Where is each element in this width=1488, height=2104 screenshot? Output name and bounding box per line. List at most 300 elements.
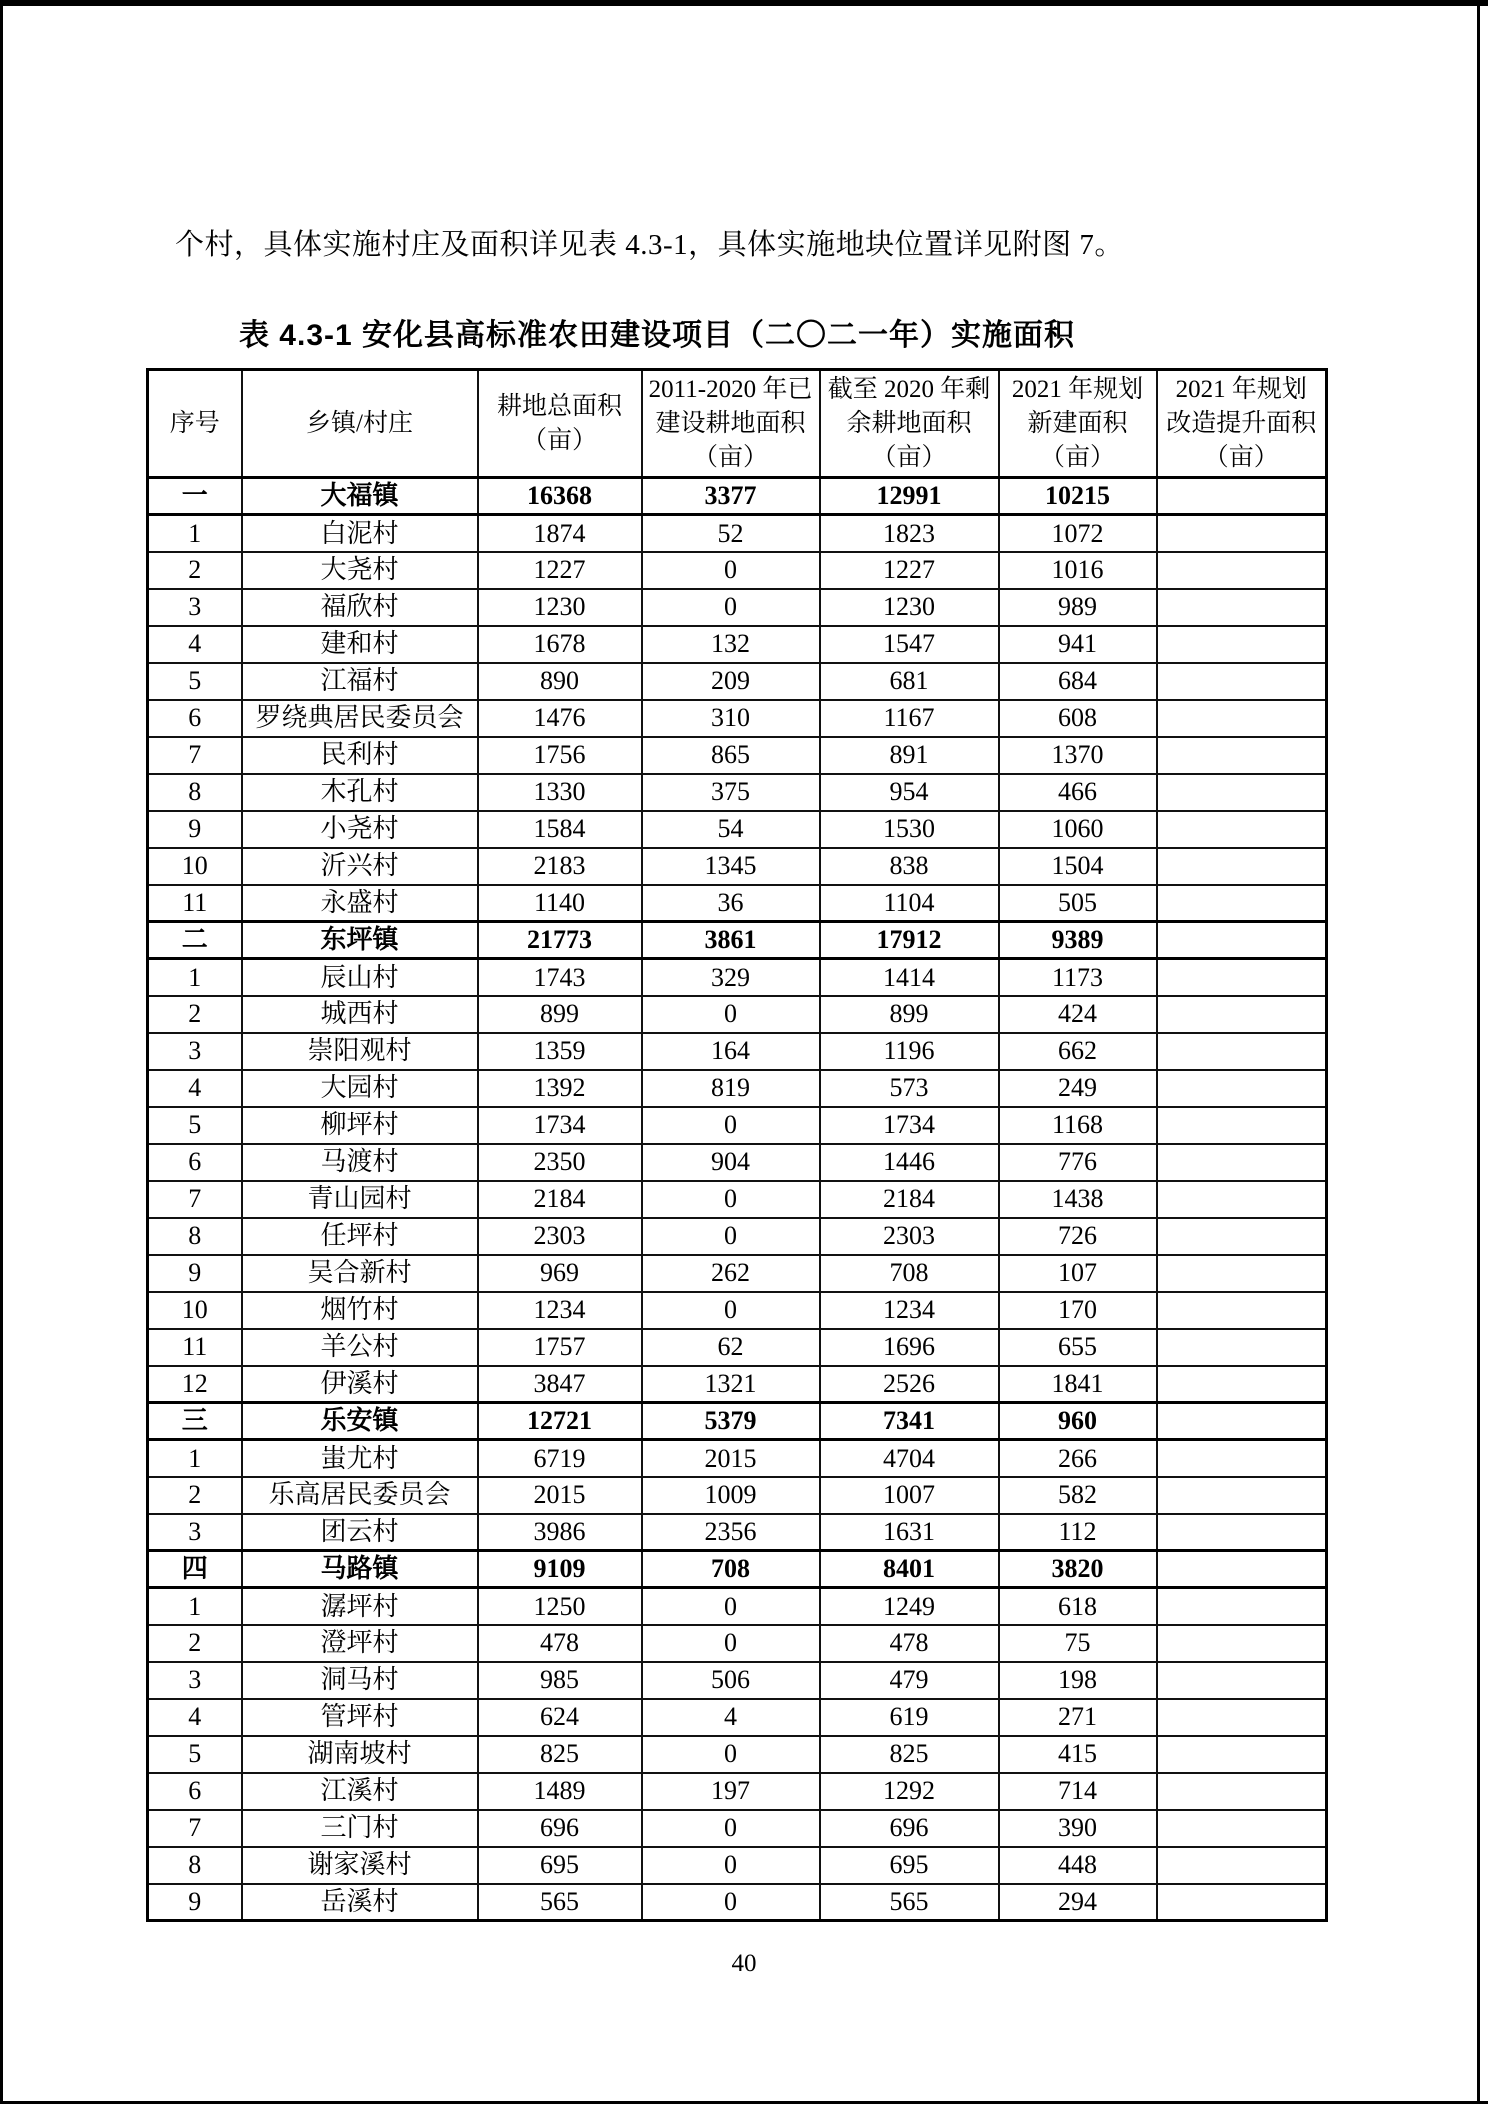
table-cell: 415 bbox=[999, 1736, 1157, 1773]
table-cell: 1438 bbox=[999, 1181, 1157, 1218]
table-row bbox=[148, 811, 1327, 848]
table-cell: 3820 bbox=[999, 1551, 1157, 1588]
table-cell bbox=[1157, 1810, 1327, 1847]
table-cell: 岳溪村 bbox=[242, 1884, 478, 1921]
table-cell: 柳坪村 bbox=[242, 1107, 478, 1144]
table-cell: 655 bbox=[999, 1329, 1157, 1366]
table-cell: 6 bbox=[148, 1144, 242, 1181]
table-cell: 1250 bbox=[478, 1588, 642, 1625]
table-cell: 江溪村 bbox=[242, 1773, 478, 1810]
table-row bbox=[148, 700, 1327, 737]
table-cell: 3 bbox=[148, 1033, 242, 1070]
table-cell: 375 bbox=[642, 774, 820, 811]
table-cell: 白泥村 bbox=[242, 515, 478, 552]
table-cell: 825 bbox=[478, 1736, 642, 1773]
table-cell: 1757 bbox=[478, 1329, 642, 1366]
table-body bbox=[148, 478, 1327, 1921]
table-cell bbox=[1157, 700, 1327, 737]
table-cell: 294 bbox=[999, 1884, 1157, 1921]
table-cell bbox=[1157, 922, 1327, 959]
table-cell: 54 bbox=[642, 811, 820, 848]
table-cell: 1547 bbox=[820, 626, 999, 663]
table-cell bbox=[1157, 1588, 1327, 1625]
table-cell: 424 bbox=[999, 996, 1157, 1033]
table-cell: 2184 bbox=[820, 1181, 999, 1218]
table-row bbox=[148, 1625, 1327, 1662]
table-cell: 1 bbox=[148, 1440, 242, 1477]
table-cell: 1489 bbox=[478, 1773, 642, 1810]
table-cell: 1227 bbox=[820, 552, 999, 589]
table-row bbox=[148, 1736, 1327, 1773]
table-cell: 209 bbox=[642, 663, 820, 700]
table-cell: 1 bbox=[148, 515, 242, 552]
table-cell: 6 bbox=[148, 1773, 242, 1810]
table-row bbox=[148, 1144, 1327, 1181]
table-cell: 4 bbox=[148, 1070, 242, 1107]
table-cell: 马路镇 bbox=[242, 1551, 478, 1588]
table-row bbox=[148, 885, 1327, 922]
table-cell: 941 bbox=[999, 626, 1157, 663]
table-cell: 7 bbox=[148, 1810, 242, 1847]
table-cell: 1234 bbox=[478, 1292, 642, 1329]
table-cell: 1060 bbox=[999, 811, 1157, 848]
table-cell: 12991 bbox=[820, 478, 999, 515]
table-row bbox=[148, 663, 1327, 700]
table-cell bbox=[1157, 1847, 1327, 1884]
table-cell: 3847 bbox=[478, 1366, 642, 1403]
table-cell: 1168 bbox=[999, 1107, 1157, 1144]
table-cell: 乐安镇 bbox=[242, 1403, 478, 1440]
table-cell: 9 bbox=[148, 811, 242, 848]
table-cell: 4 bbox=[148, 1699, 242, 1736]
table-cell: 390 bbox=[999, 1810, 1157, 1847]
table-cell: 1476 bbox=[478, 700, 642, 737]
table-cell: 1167 bbox=[820, 700, 999, 737]
table-cell: 1321 bbox=[642, 1366, 820, 1403]
table-cell: 四 bbox=[148, 1551, 242, 1588]
table-cell: 大尧村 bbox=[242, 552, 478, 589]
table-cell: 62 bbox=[642, 1329, 820, 1366]
table-row bbox=[148, 1292, 1327, 1329]
table-cell: 团云村 bbox=[242, 1514, 478, 1551]
table-cell: 3861 bbox=[642, 922, 820, 959]
table-cell: 2 bbox=[148, 552, 242, 589]
table-cell bbox=[1157, 1440, 1327, 1477]
table-cell bbox=[1157, 663, 1327, 700]
table-cell: 696 bbox=[820, 1810, 999, 1847]
table-cell: 潺坪村 bbox=[242, 1588, 478, 1625]
table-cell: 管坪村 bbox=[242, 1699, 478, 1736]
table-cell bbox=[1157, 1144, 1327, 1181]
table-cell: 澄坪村 bbox=[242, 1625, 478, 1662]
table-cell bbox=[1157, 1070, 1327, 1107]
table-cell: 466 bbox=[999, 774, 1157, 811]
table-cell: 1234 bbox=[820, 1292, 999, 1329]
table-cell: 5 bbox=[148, 1736, 242, 1773]
table-cell: 福欣村 bbox=[242, 589, 478, 626]
table-cell: 708 bbox=[642, 1551, 820, 1588]
table-row bbox=[148, 626, 1327, 663]
table-cell: 681 bbox=[820, 663, 999, 700]
table-cell: 6 bbox=[148, 700, 242, 737]
table-cell: 蚩尤村 bbox=[242, 1440, 478, 1477]
table-cell: 573 bbox=[820, 1070, 999, 1107]
table-cell: 0 bbox=[642, 552, 820, 589]
table-cell: 11 bbox=[148, 1329, 242, 1366]
table-cell: 899 bbox=[820, 996, 999, 1033]
table-header bbox=[148, 370, 1327, 478]
table-cell: 582 bbox=[999, 1477, 1157, 1514]
table-cell: 310 bbox=[642, 700, 820, 737]
table-cell: 0 bbox=[642, 1847, 820, 1884]
table-cell: 1140 bbox=[478, 885, 642, 922]
table-cell: 2303 bbox=[820, 1218, 999, 1255]
table-cell: 565 bbox=[478, 1884, 642, 1921]
table-cell: 684 bbox=[999, 663, 1157, 700]
table-cell: 1734 bbox=[478, 1107, 642, 1144]
table-cell: 9389 bbox=[999, 922, 1157, 959]
table-row bbox=[148, 1847, 1327, 1884]
table-cell: 969 bbox=[478, 1255, 642, 1292]
table-cell: 7 bbox=[148, 737, 242, 774]
table-cell: 罗绕典居民委员会 bbox=[242, 700, 478, 737]
table-cell: 1 bbox=[148, 959, 242, 996]
table-cell bbox=[1157, 737, 1327, 774]
table-cell: 木孔村 bbox=[242, 774, 478, 811]
table-cell bbox=[1157, 478, 1327, 515]
table-cell: 0 bbox=[642, 1292, 820, 1329]
table-cell: 0 bbox=[642, 1218, 820, 1255]
table-cell bbox=[1157, 1884, 1327, 1921]
table-cell: 478 bbox=[478, 1625, 642, 1662]
table-cell: 266 bbox=[999, 1440, 1157, 1477]
table-cell: 506 bbox=[642, 1662, 820, 1699]
table-row bbox=[148, 996, 1327, 1033]
table-row bbox=[148, 1255, 1327, 1292]
column-header: 序号 bbox=[148, 370, 242, 478]
table-cell: 52 bbox=[642, 515, 820, 552]
table-cell: 1392 bbox=[478, 1070, 642, 1107]
table-cell: 大园村 bbox=[242, 1070, 478, 1107]
table-cell: 二 bbox=[148, 922, 242, 959]
table-cell: 112 bbox=[999, 1514, 1157, 1551]
table-cell: 249 bbox=[999, 1070, 1157, 1107]
table-cell: 7341 bbox=[820, 1403, 999, 1440]
section-row bbox=[148, 478, 1327, 515]
table-cell: 8401 bbox=[820, 1551, 999, 1588]
table-cell bbox=[1157, 885, 1327, 922]
table-cell: 819 bbox=[642, 1070, 820, 1107]
table-cell bbox=[1157, 1218, 1327, 1255]
table-row bbox=[148, 1181, 1327, 1218]
table-cell: 8 bbox=[148, 1847, 242, 1884]
table-cell: 865 bbox=[642, 737, 820, 774]
page-border-top bbox=[0, 0, 1488, 6]
table-cell: 12 bbox=[148, 1366, 242, 1403]
table-cell: 三门村 bbox=[242, 1810, 478, 1847]
table-cell: 662 bbox=[999, 1033, 1157, 1070]
table-cell: 永盛村 bbox=[242, 885, 478, 922]
table-cell: 1230 bbox=[478, 589, 642, 626]
table-cell: 891 bbox=[820, 737, 999, 774]
table-cell: 695 bbox=[478, 1847, 642, 1884]
table-cell: 辰山村 bbox=[242, 959, 478, 996]
table-cell bbox=[1157, 1107, 1327, 1144]
table-cell: 329 bbox=[642, 959, 820, 996]
table-row bbox=[148, 959, 1327, 996]
table-cell: 1359 bbox=[478, 1033, 642, 1070]
table-cell: 478 bbox=[820, 1625, 999, 1662]
table-cell: 1249 bbox=[820, 1588, 999, 1625]
column-header: 2021 年规划新建面积（亩） bbox=[999, 370, 1157, 478]
table-cell: 1631 bbox=[820, 1514, 999, 1551]
table-cell: 1584 bbox=[478, 811, 642, 848]
table-cell: 2 bbox=[148, 996, 242, 1033]
table-row bbox=[148, 1440, 1327, 1477]
table-cell: 2350 bbox=[478, 1144, 642, 1181]
table-cell bbox=[1157, 1773, 1327, 1810]
table-row bbox=[148, 1477, 1327, 1514]
section-row bbox=[148, 1551, 1327, 1588]
table-cell: 36 bbox=[642, 885, 820, 922]
table-cell: 羊公村 bbox=[242, 1329, 478, 1366]
table-cell: 960 bbox=[999, 1403, 1157, 1440]
table-cell bbox=[1157, 959, 1327, 996]
table-cell: 2183 bbox=[478, 848, 642, 885]
table-cell: 12721 bbox=[478, 1403, 642, 1440]
table-row bbox=[148, 552, 1327, 589]
table-cell: 1009 bbox=[642, 1477, 820, 1514]
table-row bbox=[148, 848, 1327, 885]
table-cell bbox=[1157, 1181, 1327, 1218]
table-header-row bbox=[148, 370, 1327, 478]
table-cell: 8 bbox=[148, 1218, 242, 1255]
table-cell: 985 bbox=[478, 1662, 642, 1699]
table-cell: 989 bbox=[999, 589, 1157, 626]
table-cell: 1292 bbox=[820, 1773, 999, 1810]
table-cell bbox=[1157, 774, 1327, 811]
table-cell: 2303 bbox=[478, 1218, 642, 1255]
column-header: 乡镇/村庄 bbox=[242, 370, 478, 478]
table-cell: 608 bbox=[999, 700, 1157, 737]
table-cell: 904 bbox=[642, 1144, 820, 1181]
table-row bbox=[148, 1810, 1327, 1847]
table-row bbox=[148, 1218, 1327, 1255]
table-cell: 2356 bbox=[642, 1514, 820, 1551]
table-cell bbox=[1157, 1329, 1327, 1366]
table-cell bbox=[1157, 1551, 1327, 1588]
table-row bbox=[148, 1107, 1327, 1144]
table-cell bbox=[1157, 626, 1327, 663]
table-cell: 4704 bbox=[820, 1440, 999, 1477]
table-row bbox=[148, 737, 1327, 774]
table-cell: 一 bbox=[148, 478, 242, 515]
table-cell bbox=[1157, 1736, 1327, 1773]
table-cell: 1 bbox=[148, 1588, 242, 1625]
table-cell: 708 bbox=[820, 1255, 999, 1292]
table-cell: 3 bbox=[148, 1662, 242, 1699]
table-cell: 262 bbox=[642, 1255, 820, 1292]
table-cell: 1104 bbox=[820, 885, 999, 922]
table-cell: 3377 bbox=[642, 478, 820, 515]
table-cell: 4 bbox=[642, 1699, 820, 1736]
table-cell: 2184 bbox=[478, 1181, 642, 1218]
table-cell: 1743 bbox=[478, 959, 642, 996]
table-cell: 565 bbox=[820, 1884, 999, 1921]
table-cell: 1330 bbox=[478, 774, 642, 811]
table-cell: 899 bbox=[478, 996, 642, 1033]
table-cell bbox=[1157, 1292, 1327, 1329]
table-cell: 7 bbox=[148, 1181, 242, 1218]
table-title: 表 4.3-1 安化县高标准农田建设项目（二〇二一年）实施面积 bbox=[238, 319, 1076, 352]
table-cell: 1196 bbox=[820, 1033, 999, 1070]
table-cell: 三 bbox=[148, 1403, 242, 1440]
table-cell: 618 bbox=[999, 1588, 1157, 1625]
table-cell: 198 bbox=[999, 1662, 1157, 1699]
table-cell: 1678 bbox=[478, 626, 642, 663]
table-cell: 伊溪村 bbox=[242, 1366, 478, 1403]
table-cell: 8 bbox=[148, 774, 242, 811]
table-cell: 3986 bbox=[478, 1514, 642, 1551]
table-row bbox=[148, 1662, 1327, 1699]
table-cell: 乐高居民委员会 bbox=[242, 1477, 478, 1514]
table-cell: 1823 bbox=[820, 515, 999, 552]
table-cell bbox=[1157, 1699, 1327, 1736]
table-cell: 2015 bbox=[478, 1477, 642, 1514]
table-cell: 1016 bbox=[999, 552, 1157, 589]
page-border-right bbox=[1477, 0, 1480, 2104]
table-cell bbox=[1157, 1662, 1327, 1699]
table-cell: 726 bbox=[999, 1218, 1157, 1255]
table-cell bbox=[1157, 1366, 1327, 1403]
table-cell: 776 bbox=[999, 1144, 1157, 1181]
table-cell bbox=[1157, 1625, 1327, 1662]
table-cell: 1756 bbox=[478, 737, 642, 774]
table-cell: 吴合新村 bbox=[242, 1255, 478, 1292]
table-cell: 1504 bbox=[999, 848, 1157, 885]
table-cell: 132 bbox=[642, 626, 820, 663]
table-cell: 城西村 bbox=[242, 996, 478, 1033]
table-cell: 马渡村 bbox=[242, 1144, 478, 1181]
table-cell bbox=[1157, 1255, 1327, 1292]
table-cell: 954 bbox=[820, 774, 999, 811]
table-cell: 5 bbox=[148, 1107, 242, 1144]
table-cell: 烟竹村 bbox=[242, 1292, 478, 1329]
column-header: 耕地总面积（亩） bbox=[478, 370, 642, 478]
table-cell bbox=[1157, 552, 1327, 589]
table-row bbox=[148, 1588, 1327, 1625]
table-cell bbox=[1157, 1033, 1327, 1070]
table-cell: 170 bbox=[999, 1292, 1157, 1329]
table-cell: 谢家溪村 bbox=[242, 1847, 478, 1884]
table-cell: 696 bbox=[478, 1810, 642, 1847]
table-cell: 3 bbox=[148, 1514, 242, 1551]
implementation-area-table bbox=[146, 368, 1328, 1922]
table-cell bbox=[1157, 1514, 1327, 1551]
table-row bbox=[148, 1070, 1327, 1107]
table-cell: 838 bbox=[820, 848, 999, 885]
table-cell: 0 bbox=[642, 1736, 820, 1773]
section-row bbox=[148, 922, 1327, 959]
table-cell: 107 bbox=[999, 1255, 1157, 1292]
table-cell: 建和村 bbox=[242, 626, 478, 663]
table-row bbox=[148, 774, 1327, 811]
table-cell: 624 bbox=[478, 1699, 642, 1736]
table-row bbox=[148, 1884, 1327, 1921]
table-cell: 825 bbox=[820, 1736, 999, 1773]
table-cell: 0 bbox=[642, 1107, 820, 1144]
table-row bbox=[148, 1514, 1327, 1551]
table-cell: 小尧村 bbox=[242, 811, 478, 848]
table-cell: 164 bbox=[642, 1033, 820, 1070]
table-cell: 东坪镇 bbox=[242, 922, 478, 959]
table-cell: 197 bbox=[642, 1773, 820, 1810]
table-cell: 17912 bbox=[820, 922, 999, 959]
table-row bbox=[148, 1329, 1327, 1366]
table-cell: 1530 bbox=[820, 811, 999, 848]
table-cell: 1696 bbox=[820, 1329, 999, 1366]
table-cell bbox=[1157, 515, 1327, 552]
table-cell: 1227 bbox=[478, 552, 642, 589]
table-cell bbox=[1157, 1477, 1327, 1514]
table-row bbox=[148, 1699, 1327, 1736]
table-row bbox=[148, 1366, 1327, 1403]
table-cell: 75 bbox=[999, 1625, 1157, 1662]
table-cell: 1345 bbox=[642, 848, 820, 885]
table-cell: 1230 bbox=[820, 589, 999, 626]
table-cell: 民利村 bbox=[242, 737, 478, 774]
table-cell: 任坪村 bbox=[242, 1218, 478, 1255]
table-cell: 619 bbox=[820, 1699, 999, 1736]
page-border-left bbox=[0, 0, 3, 2104]
table-cell: 4 bbox=[148, 626, 242, 663]
table-cell: 695 bbox=[820, 1847, 999, 1884]
table-cell: 6719 bbox=[478, 1440, 642, 1477]
table-cell: 1414 bbox=[820, 959, 999, 996]
table-cell: 1173 bbox=[999, 959, 1157, 996]
intro-paragraph: 个村，具体实施村庄及面积详见表 4.3-1，具体实施地块位置详见附图 7。 bbox=[175, 229, 1124, 261]
table-cell: 5379 bbox=[642, 1403, 820, 1440]
table-cell bbox=[1157, 589, 1327, 626]
table-cell: 11 bbox=[148, 885, 242, 922]
table-cell: 16368 bbox=[478, 478, 642, 515]
table-cell: 2526 bbox=[820, 1366, 999, 1403]
page-number: 40 bbox=[731, 1950, 757, 1977]
table-cell: 10215 bbox=[999, 478, 1157, 515]
table-cell: 2 bbox=[148, 1625, 242, 1662]
table-cell: 505 bbox=[999, 885, 1157, 922]
column-header: 2021 年规划改造提升面积（亩） bbox=[1157, 370, 1327, 478]
table-cell: 448 bbox=[999, 1847, 1157, 1884]
table-cell: 青山园村 bbox=[242, 1181, 478, 1218]
table-cell: 1734 bbox=[820, 1107, 999, 1144]
table-row bbox=[148, 515, 1327, 552]
table-cell: 10 bbox=[148, 848, 242, 885]
table-cell: 0 bbox=[642, 589, 820, 626]
table-cell: 0 bbox=[642, 1810, 820, 1847]
table-cell: 9 bbox=[148, 1884, 242, 1921]
table-cell: 江福村 bbox=[242, 663, 478, 700]
table-cell: 479 bbox=[820, 1662, 999, 1699]
table-cell bbox=[1157, 848, 1327, 885]
column-header: 2011-2020 年已建设耕地面积（亩） bbox=[642, 370, 820, 478]
table-cell: 714 bbox=[999, 1773, 1157, 1810]
table-cell: 0 bbox=[642, 1181, 820, 1218]
column-header: 截至 2020 年剩余耕地面积（亩） bbox=[820, 370, 999, 478]
table-cell: 10 bbox=[148, 1292, 242, 1329]
table-cell: 1874 bbox=[478, 515, 642, 552]
table-cell: 大福镇 bbox=[242, 478, 478, 515]
